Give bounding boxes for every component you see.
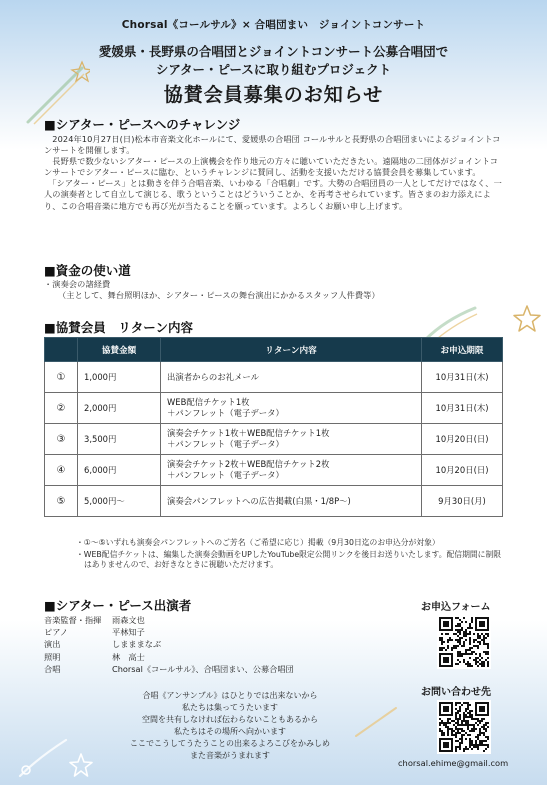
qr-code-icon[interactable]: [437, 615, 491, 669]
funds-line: ・演奏会の諸経費: [44, 279, 111, 289]
inquiry-label: お問い合わせ先: [421, 687, 491, 698]
challenge-text: [44, 134, 504, 212]
funds-line: （主として、舞台照明ほか、シアター・ピースの舞台演出にかかるスタッフ人件費等）: [58, 290, 380, 301]
poem-line: また音楽がうまれます: [190, 750, 270, 760]
list-item: [44, 626, 294, 638]
list-item: [44, 651, 294, 663]
shooting-star-icon: [16, 730, 76, 780]
row-number: ③: [45, 424, 78, 455]
performer-name: 平林知子: [112, 627, 145, 638]
row-number: ⑤: [45, 486, 78, 517]
poem-line: 空間を共有しなければ伝わらないこともあるから: [142, 714, 318, 724]
row-number: ②: [45, 393, 78, 424]
performer-role: 音楽監督・指揮: [44, 615, 102, 625]
qr-code-icon[interactable]: [437, 700, 491, 754]
list-item: [44, 638, 294, 650]
row-amount: 1,000円: [78, 362, 161, 393]
performer-role: 演出: [44, 639, 61, 650]
poem-line: ここでこうしてうたうことの出来るよろこびをかみしめ: [130, 738, 330, 748]
row-amount: 6,000円: [78, 455, 161, 486]
performer-name: しまままなぶ: [112, 639, 162, 650]
row-amount: 5,000円〜: [78, 486, 161, 517]
row-content-line: 演奏会チケット1枚＋WEB配信チケット1枚: [167, 428, 330, 438]
row-content: [161, 424, 422, 455]
section-heading-performers: ■シアター・ピース出演者: [44, 598, 192, 613]
column-header: 協賛金額: [78, 338, 161, 362]
performer-role: 照明: [44, 651, 61, 662]
poem-line: 私たちはその場所へ向かいます: [174, 726, 286, 736]
performer-name: Chorsal《コールサル》、合唱団まい、公募合唱団: [112, 663, 294, 674]
performer-role: ピアノ: [44, 627, 68, 638]
row-amount: 2,000円: [78, 393, 161, 424]
row-deadline: 10月31日(木): [422, 393, 503, 424]
list-item: [44, 614, 294, 626]
row-number: ①: [45, 362, 78, 393]
table-row: [45, 393, 503, 424]
column-header: お申込期限: [422, 338, 503, 362]
row-deadline: 9月30日(月): [422, 486, 503, 517]
challenge-paragraph: 「シアター・ピース」とは動きを伴う合唱音楽、いわゆる「合唱劇」です。大勢の合唱団員の一人としてだけではなく、一人の演奏者として自立して演じる、歌うということはどういうことか、を再考させられています。皆さまのお力添えにより、この合唱音楽に地方でも再び光が当たることを願っています。よろしくお願い申し上げます。: [44, 178, 502, 211]
row-content-line: ＋パンフレット（電子データ）: [167, 439, 284, 449]
row-content-line: 演奏会パンフレットへの広告掲載(白黒・1/8P〜): [167, 495, 351, 506]
table-row: [45, 455, 503, 486]
list-item: [44, 663, 294, 675]
row-number: ④: [45, 455, 78, 486]
row-content-line: ＋パンフレット（電子データ）: [167, 470, 284, 480]
table-row: [45, 486, 503, 517]
returns-notes: [76, 538, 506, 572]
note-line: ・①〜⑤いずれも演奏会パンフレットへのご芳名（ご希望に応じ）掲載（9月30日迄のお申込分が対象）: [76, 538, 440, 547]
row-content-line: 演奏会チケット2枚＋WEB配信チケット2枚: [167, 459, 330, 469]
headline-line-2: シアター・ピースに取り組むプロジェクト: [155, 62, 392, 77]
row-content: [161, 362, 422, 393]
funds-text: [44, 279, 504, 301]
contact-email[interactable]: chorsal.ehime@gmail.com: [398, 758, 509, 768]
row-deadline: 10月20日(日): [422, 424, 503, 455]
form-label: お申込フォーム: [421, 602, 491, 613]
performer-role: 合唱: [44, 663, 61, 674]
poem: [80, 690, 380, 761]
row-content: [161, 393, 422, 424]
row-content: [161, 486, 422, 517]
performer-name: 林 高士: [112, 651, 145, 662]
challenge-paragraph: 2024年10月27日(日)松本市音楽文化ホールにて、愛媛県の合唱団 コールサルと長野県の合唱団まいによるジョイントコンサートを開催します。: [44, 134, 501, 156]
column-header: [45, 338, 78, 362]
row-content-line: 出演者からのお礼メール: [167, 371, 259, 382]
row-amount: 3,500円: [78, 424, 161, 455]
section-heading-returns: ■協賛会員 リターン内容: [44, 320, 194, 335]
challenge-paragraph: 長野県で数少ないシアター・ピースの上演機会を作り地元の方々に聴いていただきたい。遠隔地の二団体がジョイントコンサートでシアター・ピースに臨む、というチャレンジに賛同し、活動を支援いただける協賛会員を募集しています。: [44, 156, 499, 178]
row-content-line: ＋パンフレット（電子データ）: [167, 408, 284, 418]
table-header-row: [45, 338, 503, 362]
row-deadline: 10月31日(木): [422, 362, 503, 393]
headline-line-1: 愛媛県・長野県の合唱団とジョイントコンサート公募合唱団で: [98, 44, 449, 59]
event-line: Chorsal《コールサル》× 合唱団まい ジョイントコンサート: [121, 19, 426, 31]
note-line: ・WEB配信チケットは、編集した演奏会動画をUPしたYouTube限定公開リンクを後日お送りいたします。配信期間に制限はありませんので、お好きなときに視聴いただけます。: [76, 549, 502, 570]
performer-list: [44, 614, 294, 675]
row-deadline: 10月20日(日): [422, 455, 503, 486]
poem-line: 合唱《アンサンブル》はひとりでは出来ないから: [142, 691, 318, 700]
table-row: [45, 362, 503, 393]
star-outline-icon: [512, 304, 542, 334]
row-content: [161, 455, 422, 486]
row-content-line: WEB配信チケット1枚: [167, 397, 250, 407]
page-title: 協賛会員募集のお知らせ: [163, 84, 384, 106]
column-header: リターン内容: [161, 338, 422, 362]
section-heading-challenge: ■シアター・ピースへのチャレンジ: [44, 117, 241, 132]
section-heading-funds: ■資金の使い道: [44, 263, 131, 278]
table-row: [45, 424, 503, 455]
returns-table: [44, 337, 503, 517]
poem-line: 私たちは集ってうたいます: [182, 702, 278, 712]
performer-name: 雨森文也: [112, 615, 145, 625]
